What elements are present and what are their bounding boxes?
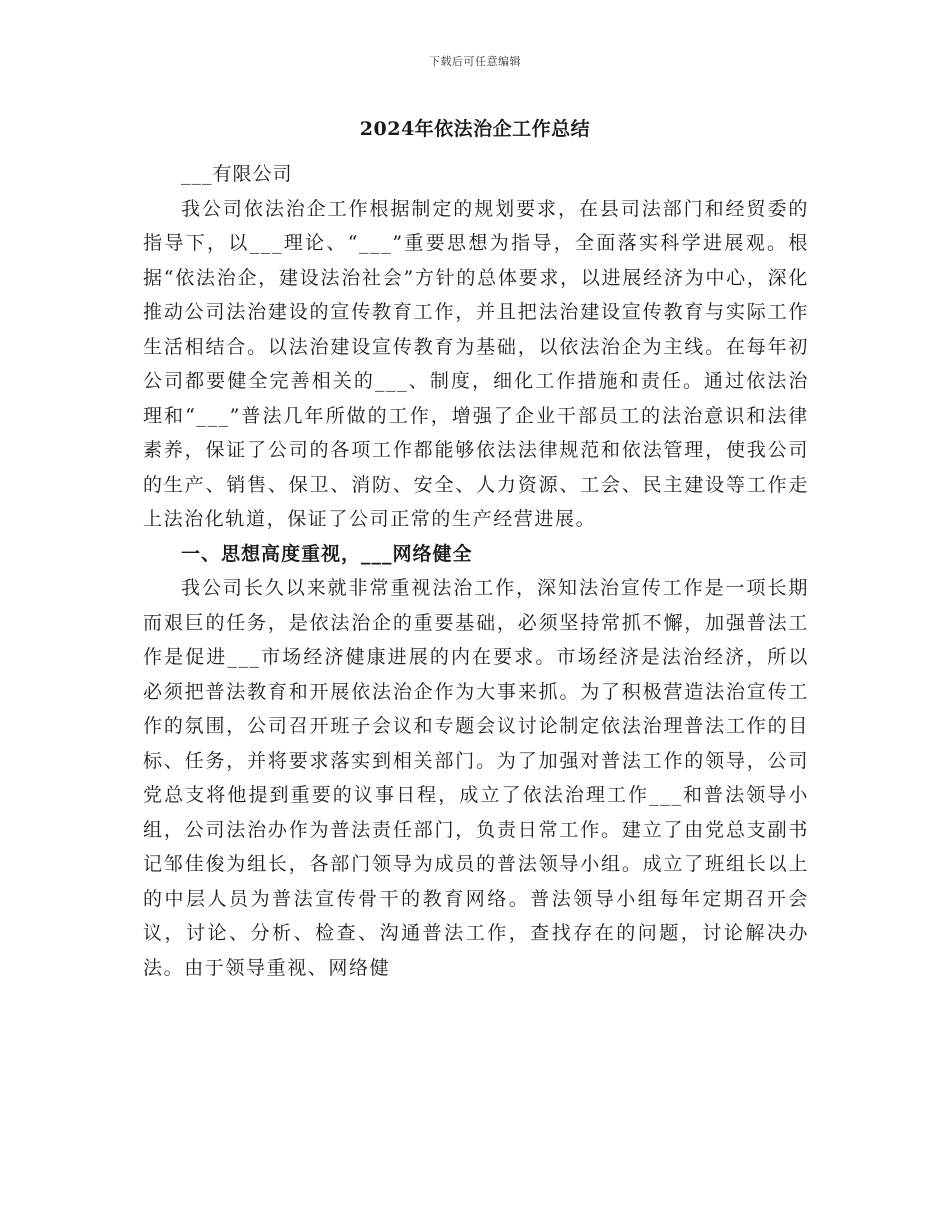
document-body <box>143 157 809 985</box>
section-1-heading: 一、思想高度重视，___网络健全 <box>181 542 473 565</box>
intro-paragraph: 我公司依法治企工作根据制定的规划要求，在县司法部门和经贸委的指导下，以___理论、“___”重要思想为指导，全面落实科学进展观。根据“依法治企，建设法治社会”方针的总体要求，以进展经济为中心，深化推动公司法治建设的宣传教育工作，并且把法治建设宣传教育与实际工作生活相结合。以法治建设宣传教育为基础，以依法治企为主线。在每年初公司都要健全完善相关的___、制度，细化工作措施和责任。通过依法治理和“___”普法几年所做的工作，增强了企业干部员工的法治意识和法律素养，保证了公司的各项工作都能够依法法律规范和依法管理，使我公司的生产、销售、保卫、消防、安全、人力资源、工会、民主建设等工作走上法治化轨道，保证了公司正常的生产经营进展。 <box>143 197 809 530</box>
company-name: ___有限公司 <box>181 163 293 185</box>
document-title: 2024年依法治企工作总结 <box>359 118 591 140</box>
section-1-paragraph: 我公司长久以来就非常重视法治工作，深知法治宣传工作是一项长期而艰巨的任务，是依法治企的重要基础，必须坚持常抓不懈，加强普法工作是促进___市场经济健康进展的内在要求。市场经济是法治经济，所以必须把普法教育和开展依法治企作为大事来抓。为了积极营造法治宣传工作的氛围，公司召开班子会议和专题会议讨论制定依法治理普法工作的目标、任务，并将要求落实到相关部门。为了加强对普法工作的领导，公司党总支将他提到重要的议事日程，成立了依法治理工作___和普法领导小组，公司法治办作为普法责任部门，负责日常工作。建立了由党总支副书记邹佳俊为组长，各部门领导为成员的普法领导小组。成立了班组长以上的中层人员为普法宣传骨干的教育网络。普法领导小组每年定期召开会议，讨论、分析、检查、沟通普法工作，查找存在的问题，讨论解决办法。由于领导重视、网络健 <box>143 577 809 979</box>
page-header-note: 下载后可任意编辑 <box>429 55 521 68</box>
